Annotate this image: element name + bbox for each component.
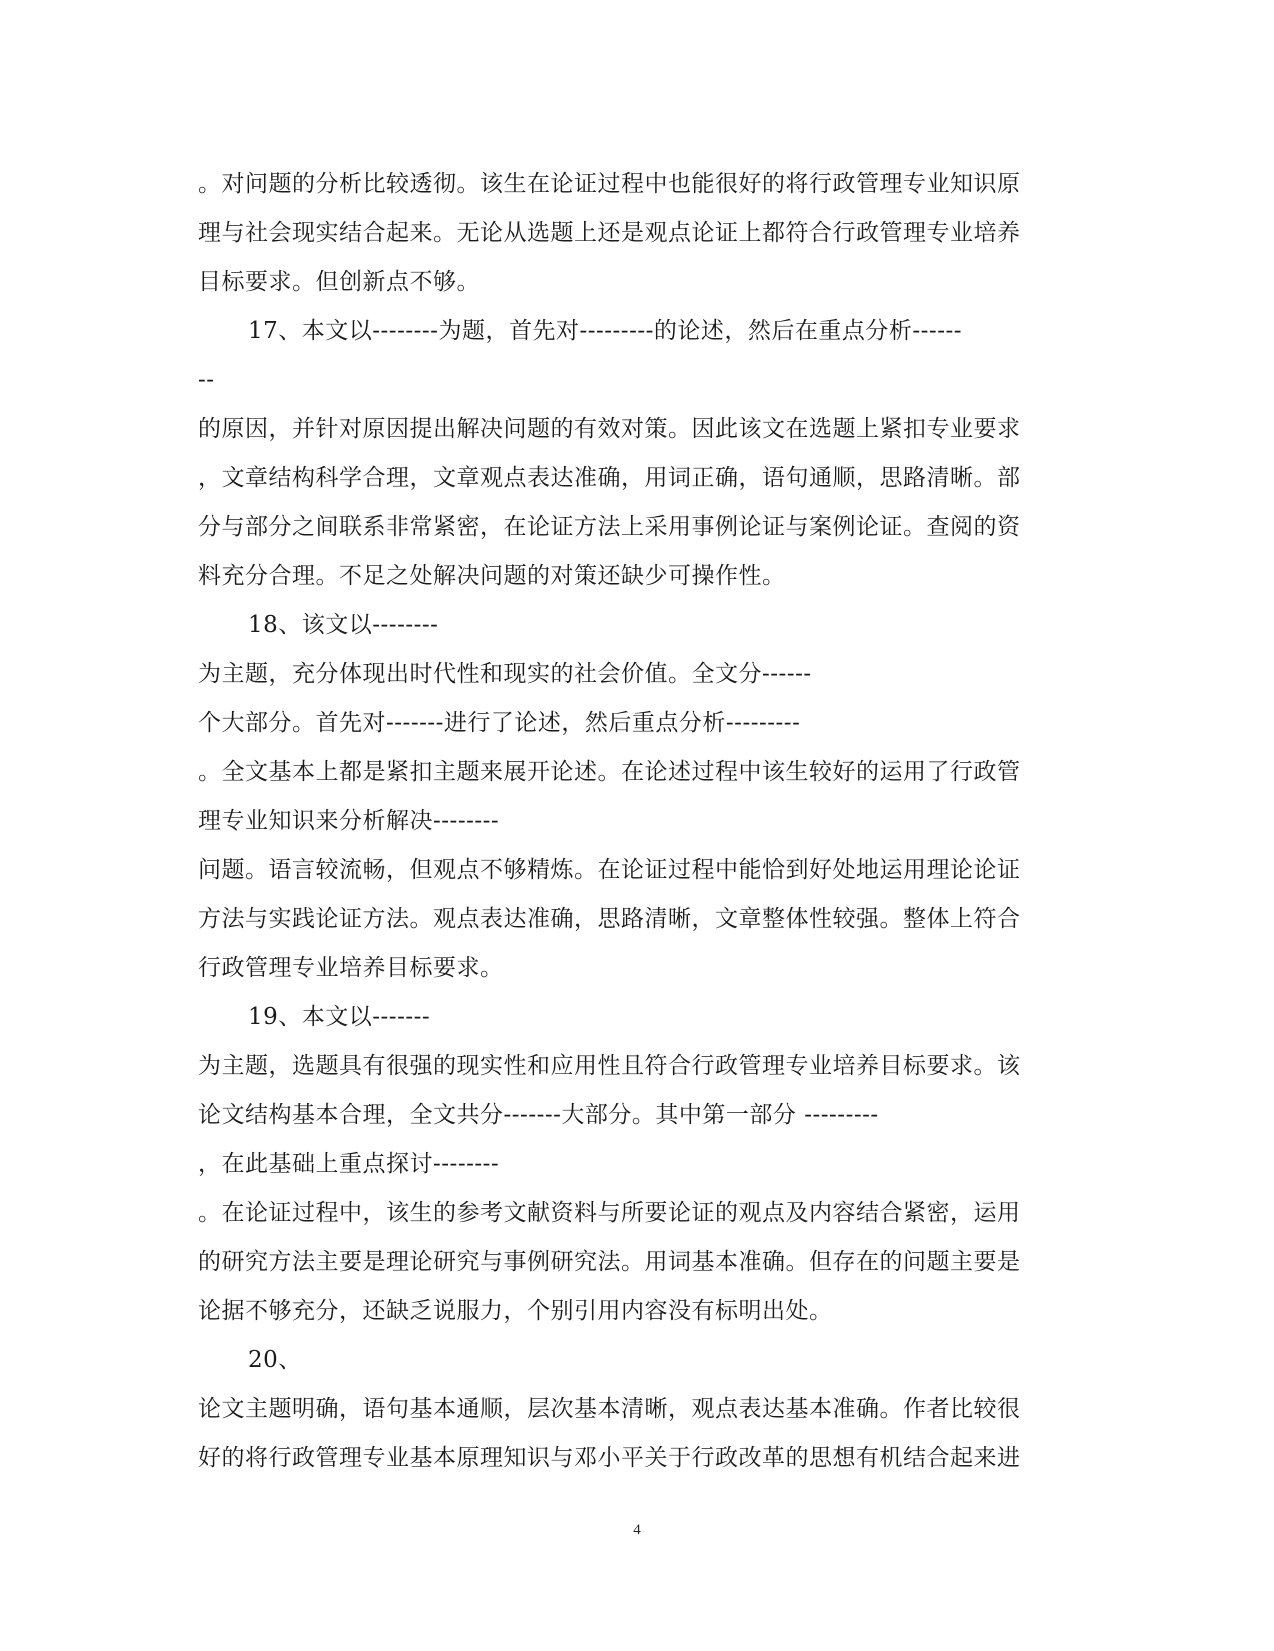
page-number: 4 — [633, 1522, 641, 1538]
text-line: 17、本文以--------为题，首先对---------的论述，然后在重点分析------ — [248, 318, 963, 344]
text-line: 料充分合理。不足之处解决问题的对策还缺少可操作性。 — [198, 563, 786, 589]
text-line: 个大部分。首先对-------进行了论述，然后重点分析--------- — [198, 710, 801, 736]
text-line: 论文结构基本合理，全文共分-------大部分。其中第一部分 --------- — [198, 1102, 879, 1128]
text-line: 的原因，并针对原因提出解决问题的有效对策。因此该文在选题上紧扣专业要求 — [198, 416, 1021, 442]
text-line: 理与社会现实结合起来。无论从选题上还是观点论证上都符合行政管理专业培养 — [198, 220, 1021, 246]
text-line: 分与部分之间联系非常紧密，在论证方法上采用事例论证与案例论证。查阅的资 — [198, 514, 1021, 540]
text-line: 为主题，选题具有很强的现实性和应用性且符合行政管理专业培养目标要求。该 — [198, 1053, 1021, 1079]
text-line: 理专业知识来分析解决-------- — [198, 808, 500, 834]
text-line: 18、该文以-------- — [248, 612, 439, 638]
text-line: 。在论证过程中，该生的参考文献资料与所要论证的观点及内容结合紧密，运用 — [198, 1200, 1021, 1226]
text-line: 好的将行政管理专业基本原理知识与邓小平关于行政改革的思想有机结合起来进 — [198, 1445, 1021, 1471]
text-line: 20、 — [248, 1347, 302, 1373]
text-line: 方法与实践论证方法。观点表达准确，思路清晰，文章整体性较强。整体上符合 — [198, 906, 1021, 932]
text-line: 。对问题的分析比较透彻。该生在论证过程中也能很好的将行政管理专业知识原 — [198, 171, 1021, 197]
text-line: ，在此基础上重点探讨-------- — [198, 1151, 500, 1177]
text-line: 的研究方法主要是理论研究与事例研究法。用词基本准确。但存在的问题主要是 — [198, 1249, 1021, 1275]
text-line: ，文章结构科学合理，文章观点表达准确，用词正确，语句通顺，思路清晰。部 — [198, 465, 1021, 491]
text-line: 为主题，充分体现出时代性和现实的社会价值。全文分------ — [198, 661, 812, 687]
text-line: 论据不够充分，还缺乏说服力，个别引用内容没有标明出处。 — [198, 1298, 833, 1324]
document-body — [198, 160, 1078, 1483]
text-line: 。全文基本上都是紧扣主题来展开论述。在论述过程中该生较好的运用了行政管 — [198, 759, 1021, 785]
text-line: 问题。语言较流畅，但观点不够精炼。在论证过程中能恰到好处地运用理论论证 — [198, 857, 1021, 883]
text-line: 目标要求。但创新点不够。 — [198, 269, 480, 295]
text-line: -- — [198, 367, 215, 393]
text-line: 19、本文以------- — [248, 1004, 431, 1030]
text-line: 论文主题明确，语句基本通顺，层次基本清晰，观点表达基本准确。作者比较很 — [198, 1396, 1021, 1422]
text-line: 行政管理专业培养目标要求。 — [198, 955, 504, 981]
